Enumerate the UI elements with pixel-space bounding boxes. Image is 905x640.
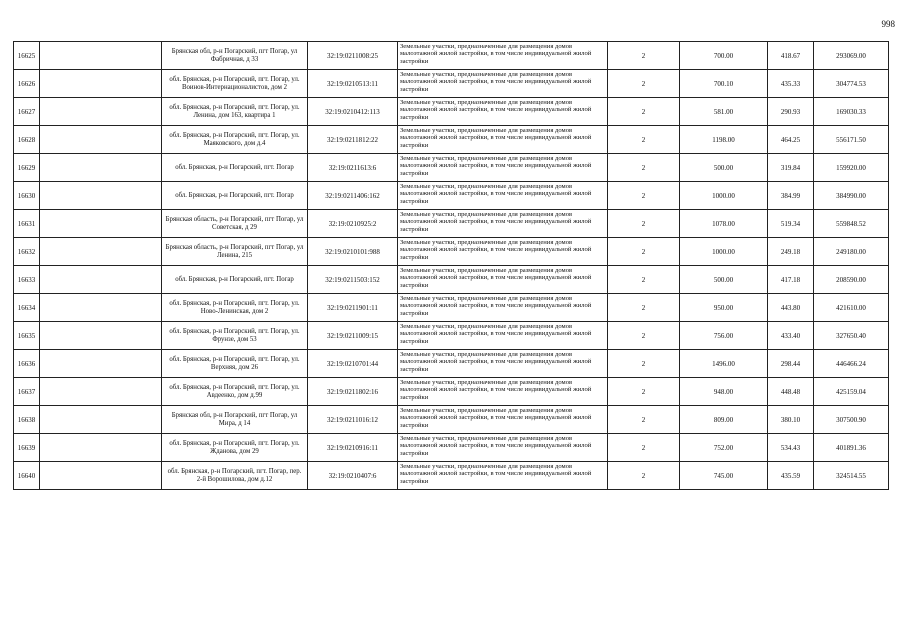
- address-cell: Брянская обл, р-н Погарский, пгт Погар, ул Фабричная, д 33: [162, 42, 308, 70]
- address-cell: обл. Брянская, р-н Погарский, пгт. Погар: [162, 154, 308, 182]
- cadastral-value-cell: 421610.00: [814, 294, 889, 322]
- blank-cell: [40, 462, 162, 490]
- page-number: 998: [881, 19, 895, 29]
- group-cell: 2: [608, 322, 680, 350]
- land-use-cell: Земельные участки, предназначенные для размещения домов малоэтажной жилой застройки, в том числе индивидуальной жилой застройки: [398, 434, 608, 462]
- area-cell: 1496.00: [680, 350, 768, 378]
- area-cell: 700.10: [680, 70, 768, 98]
- cadastral-value-cell: 384990.00: [814, 182, 889, 210]
- group-cell: 2: [608, 266, 680, 294]
- blank-cell: [40, 350, 162, 378]
- area-cell: 950.00: [680, 294, 768, 322]
- blank-cell: [40, 126, 162, 154]
- cadastral-value-cell: 249180.00: [814, 238, 889, 266]
- row-id: 16634: [14, 294, 40, 322]
- cadastral-number-cell: 32:19:0211613:6: [308, 154, 398, 182]
- cadastral-number-cell: 32:19:0210925:2: [308, 210, 398, 238]
- cadastral-value-cell: 446466.24: [814, 350, 889, 378]
- cadastral-value-cell: 401891.36: [814, 434, 889, 462]
- row-id: 16637: [14, 378, 40, 406]
- blank-cell: [40, 42, 162, 70]
- row-id: 16635: [14, 322, 40, 350]
- table-row: [14, 266, 889, 294]
- land-use-cell: Земельные участки, предназначенные для размещения домов малоэтажной жилой застройки, в том числе индивидуальной жилой застройки: [398, 294, 608, 322]
- table-row: [14, 154, 889, 182]
- address-cell: обл. Брянская, р-н Погарский, пгт. Погар, пер. 2-й Ворошилова, дом д.12: [162, 462, 308, 490]
- group-cell: 2: [608, 42, 680, 70]
- row-id: 16630: [14, 182, 40, 210]
- land-use-cell: Земельные участки, предназначенные для размещения домов малоэтажной жилой застройки, в том числе индивидуальной жилой застройки: [398, 462, 608, 490]
- cadastral-value-cell: 307500.90: [814, 406, 889, 434]
- blank-cell: [40, 266, 162, 294]
- group-cell: 2: [608, 210, 680, 238]
- area-cell: 581.00: [680, 98, 768, 126]
- row-id: 16636: [14, 350, 40, 378]
- area-cell: 700.00: [680, 42, 768, 70]
- specific-value-cell: 249.18: [768, 238, 814, 266]
- land-use-cell: Земельные участки, предназначенные для размещения домов малоэтажной жилой застройки, в том числе индивидуальной жилой застройки: [398, 322, 608, 350]
- area-cell: 500.00: [680, 154, 768, 182]
- cadastral-value-cell: 425159.04: [814, 378, 889, 406]
- cadastral-number-cell: 32:19:0211812:22: [308, 126, 398, 154]
- specific-value-cell: 534.43: [768, 434, 814, 462]
- blank-cell: [40, 378, 162, 406]
- area-cell: 1000.00: [680, 182, 768, 210]
- table-row: [14, 462, 889, 490]
- blank-cell: [40, 406, 162, 434]
- cadastral-number-cell: 32:19:0211009:15: [308, 322, 398, 350]
- land-use-cell: Земельные участки, предназначенные для размещения домов малоэтажной жилой застройки, в том числе индивидуальной жилой застройки: [398, 266, 608, 294]
- cadastral-value-cell: 293069.00: [814, 42, 889, 70]
- address-cell: Брянская область, р-н Погарский, пгт Погар, ул Ленина, 215: [162, 238, 308, 266]
- land-use-cell: Земельные участки, предназначенные для размещения домов малоэтажной жилой застройки, в том числе индивидуальной жилой застройки: [398, 154, 608, 182]
- blank-cell: [40, 154, 162, 182]
- table-row: [14, 294, 889, 322]
- specific-value-cell: 519.34: [768, 210, 814, 238]
- cadastral-value-cell: 559848.52: [814, 210, 889, 238]
- address-cell: обл. Брянская, р-н Погарский, пгт. Погар: [162, 266, 308, 294]
- table-row: [14, 98, 889, 126]
- table-row: [14, 322, 889, 350]
- cadastral-number-cell: 32:19:0211802:16: [308, 378, 398, 406]
- cadastral-number-cell: 32:19:0211008:25: [308, 42, 398, 70]
- land-use-cell: Земельные участки, предназначенные для размещения домов малоэтажной жилой застройки, в том числе индивидуальной жилой застройки: [398, 406, 608, 434]
- area-cell: 948.00: [680, 378, 768, 406]
- blank-cell: [40, 238, 162, 266]
- group-cell: 2: [608, 462, 680, 490]
- specific-value-cell: 443.80: [768, 294, 814, 322]
- land-use-cell: Земельные участки, предназначенные для размещения домов малоэтажной жилой застройки, в том числе индивидуальной жилой застройки: [398, 182, 608, 210]
- group-cell: 2: [608, 350, 680, 378]
- area-cell: 809.00: [680, 406, 768, 434]
- specific-value-cell: 435.33: [768, 70, 814, 98]
- group-cell: 2: [608, 294, 680, 322]
- cadastral-value-cell: 327650.40: [814, 322, 889, 350]
- group-cell: 2: [608, 406, 680, 434]
- address-cell: обл. Брянская, р-н Погарский, пгт. Погар: [162, 182, 308, 210]
- specific-value-cell: 417.18: [768, 266, 814, 294]
- cadastral-number-cell: 32:19:0210916:11: [308, 434, 398, 462]
- address-cell: Брянская область, р-н Погарский, пгт Погар, ул Советская, д 29: [162, 210, 308, 238]
- table-row: [14, 42, 889, 70]
- blank-cell: [40, 434, 162, 462]
- specific-value-cell: 319.84: [768, 154, 814, 182]
- specific-value-cell: 464.25: [768, 126, 814, 154]
- cadastral-value-cell: 169030.33: [814, 98, 889, 126]
- address-cell: обл. Брянская, р-н Погарский, пгт. Погар, ул. Фрунзе, дом 53: [162, 322, 308, 350]
- table-row: [14, 238, 889, 266]
- table-row: [14, 126, 889, 154]
- cadastral-number-cell: 32:19:0211901:11: [308, 294, 398, 322]
- blank-cell: [40, 98, 162, 126]
- cadastral-number-cell: 32:19:0210407:6: [308, 462, 398, 490]
- table-body: [14, 42, 889, 490]
- table-row: [14, 406, 889, 434]
- cadastral-number-cell: 32:19:0211016:12: [308, 406, 398, 434]
- blank-cell: [40, 70, 162, 98]
- specific-value-cell: 418.67: [768, 42, 814, 70]
- row-id: 16625: [14, 42, 40, 70]
- row-id: 16627: [14, 98, 40, 126]
- table-row: [14, 182, 889, 210]
- land-use-cell: Земельные участки, предназначенные для размещения домов малоэтажной жилой застройки, в том числе индивидуальной жилой застройки: [398, 238, 608, 266]
- table-row: [14, 350, 889, 378]
- area-cell: 745.00: [680, 462, 768, 490]
- specific-value-cell: 290.93: [768, 98, 814, 126]
- address-cell: Брянская обл, р-н Погарский, пгт Погар, ул Мира, д 14: [162, 406, 308, 434]
- specific-value-cell: 298.44: [768, 350, 814, 378]
- area-cell: 1000.00: [680, 238, 768, 266]
- address-cell: обл. Брянская, р-н Погарский, пгт. Погар, ул. Ленина, дом 163, квартира 1: [162, 98, 308, 126]
- row-id: 16631: [14, 210, 40, 238]
- land-use-cell: Земельные участки, предназначенные для размещения домов малоэтажной жилой застройки, в том числе индивидуальной жилой застройки: [398, 98, 608, 126]
- specific-value-cell: 433.40: [768, 322, 814, 350]
- area-cell: 756.00: [680, 322, 768, 350]
- cadastral-number-cell: 32:19:0210513:11: [308, 70, 398, 98]
- land-use-cell: Земельные участки, предназначенные для размещения домов малоэтажной жилой застройки, в том числе индивидуальной жилой застройки: [398, 378, 608, 406]
- address-cell: обл. Брянская, р-н Погарский, пгт. Погар, ул. Жданова, дом 29: [162, 434, 308, 462]
- cadastral-value-cell: 159920.00: [814, 154, 889, 182]
- cadastral-number-cell: 32:19:0210701:44: [308, 350, 398, 378]
- row-id: 16639: [14, 434, 40, 462]
- group-cell: 2: [608, 238, 680, 266]
- group-cell: 2: [608, 434, 680, 462]
- land-use-cell: Земельные участки, предназначенные для размещения домов малоэтажной жилой застройки, в том числе индивидуальной жилой застройки: [398, 70, 608, 98]
- area-cell: 1198.00: [680, 126, 768, 154]
- land-use-cell: Земельные участки, предназначенные для размещения домов малоэтажной жилой застройки, в том числе индивидуальной жилой застройки: [398, 126, 608, 154]
- specific-value-cell: 448.48: [768, 378, 814, 406]
- area-cell: 1078.00: [680, 210, 768, 238]
- table-row: [14, 378, 889, 406]
- area-cell: 752.00: [680, 434, 768, 462]
- address-cell: обл. Брянская, р-н Погарский, пгт. Погар, ул. Ново-Ленинская, дом 2: [162, 294, 308, 322]
- specific-value-cell: 380.10: [768, 406, 814, 434]
- cadastral-value-cell: 556171.50: [814, 126, 889, 154]
- row-id: 16626: [14, 70, 40, 98]
- row-id: 16633: [14, 266, 40, 294]
- table-row: [14, 434, 889, 462]
- blank-cell: [40, 322, 162, 350]
- cadastral-value-cell: 208590.00: [814, 266, 889, 294]
- address-cell: обл. Брянская, р-н Погарский, пгт. Погар, ул. Маяковского, дом д.4: [162, 126, 308, 154]
- group-cell: 2: [608, 182, 680, 210]
- address-cell: обл. Брянская, р-н Погарский, пгт. Погар, ул. Воинов-Интернационалистов, дом 2: [162, 70, 308, 98]
- blank-cell: [40, 294, 162, 322]
- group-cell: 2: [608, 154, 680, 182]
- row-id: 16628: [14, 126, 40, 154]
- cadastral-number-cell: 32:19:0210412:113: [308, 98, 398, 126]
- address-cell: обл. Брянская, р-н Погарский, пгт. Погар, ул. Авдеенко, дом д.99: [162, 378, 308, 406]
- specific-value-cell: 435.59: [768, 462, 814, 490]
- row-id: 16632: [14, 238, 40, 266]
- address-cell: обл. Брянская, р-н Погарский, пгт. Погар, ул. Верхняя, дом 26: [162, 350, 308, 378]
- area-cell: 500.00: [680, 266, 768, 294]
- group-cell: 2: [608, 98, 680, 126]
- group-cell: 2: [608, 70, 680, 98]
- blank-cell: [40, 210, 162, 238]
- land-use-cell: Земельные участки, предназначенные для размещения домов малоэтажной жилой застройки, в том числе индивидуальной жилой застройки: [398, 210, 608, 238]
- group-cell: 2: [608, 378, 680, 406]
- cadastral-number-cell: 32:19:0211406:162: [308, 182, 398, 210]
- table-row: [14, 210, 889, 238]
- land-use-cell: Земельные участки, предназначенные для размещения домов малоэтажной жилой застройки, в том числе индивидуальной жилой застройки: [398, 350, 608, 378]
- group-cell: 2: [608, 126, 680, 154]
- cadastral-number-cell: 32:19:0211503:152: [308, 266, 398, 294]
- cadastral-number-cell: 32:19:0210101:988: [308, 238, 398, 266]
- specific-value-cell: 384.99: [768, 182, 814, 210]
- blank-cell: [40, 182, 162, 210]
- row-id: 16640: [14, 462, 40, 490]
- land-use-cell: Земельные участки, предназначенные для размещения домов малоэтажной жилой застройки, в том числе индивидуальной жилой застройки: [398, 42, 608, 70]
- cadastral-value-table: [13, 41, 889, 490]
- row-id: 16638: [14, 406, 40, 434]
- cadastral-value-cell: 324514.55: [814, 462, 889, 490]
- row-id: 16629: [14, 154, 40, 182]
- table-row: [14, 70, 889, 98]
- cadastral-value-cell: 304774.53: [814, 70, 889, 98]
